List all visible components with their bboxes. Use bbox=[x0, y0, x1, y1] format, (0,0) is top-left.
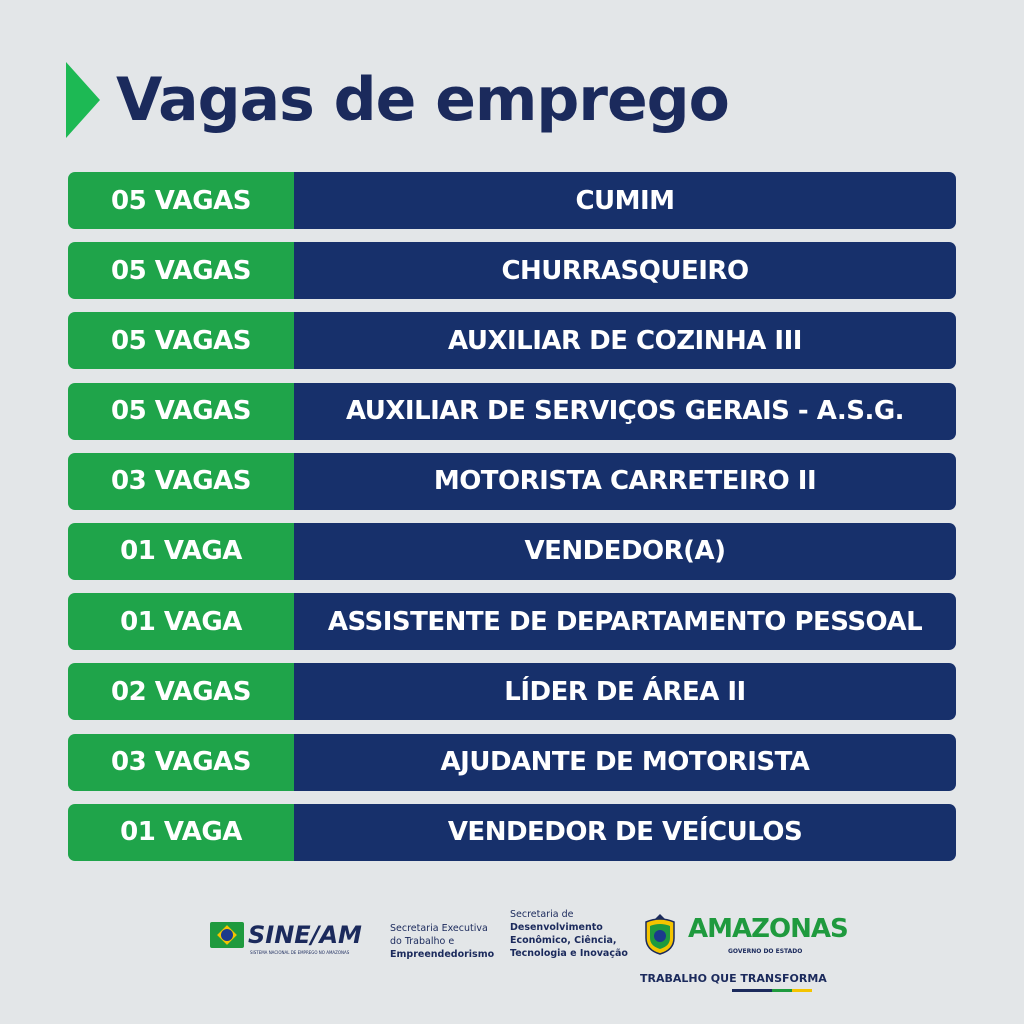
amazonas-name: AMAZONAS bbox=[688, 914, 848, 944]
job-quantity: 05 VAGAS bbox=[68, 242, 294, 299]
amazonas-slogan: TRABALHO QUE TRANSFORMA bbox=[640, 972, 827, 985]
secretaria-line: Secretaria de bbox=[510, 909, 574, 920]
job-quantity: 03 VAGAS bbox=[68, 453, 294, 510]
job-quantity: 05 VAGAS bbox=[68, 383, 294, 440]
job-title: AUXILIAR DE SERVIÇOS GERAIS - A.S.G. bbox=[294, 383, 956, 440]
job-quantity: 02 VAGAS bbox=[68, 663, 294, 720]
job-title: MOTORISTA CARRETEIRO II bbox=[294, 453, 956, 510]
secretaria-line: do Trabalho e bbox=[390, 936, 455, 947]
job-quantity: 01 VAGA bbox=[68, 593, 294, 650]
sine-subtitle: SISTEMA NACIONAL DE EMPREGO NO AMAZONAS bbox=[250, 950, 350, 955]
job-title: CUMIM bbox=[294, 172, 956, 229]
job-row bbox=[68, 312, 956, 369]
page-title: Vagas de emprego bbox=[116, 65, 729, 135]
job-list bbox=[68, 172, 956, 874]
job-row bbox=[68, 734, 956, 791]
job-quantity: 03 VAGAS bbox=[68, 734, 294, 791]
job-quantity: 01 VAGA bbox=[68, 523, 294, 580]
amazonas-gov-label: GOVERNO DO ESTADO bbox=[728, 948, 803, 955]
job-title: AUXILIAR DE COZINHA III bbox=[294, 312, 956, 369]
secretaria-line: Secretaria Executiva bbox=[390, 923, 488, 934]
secretaria-line: Tecnologia e Inovação bbox=[510, 948, 628, 959]
secretaria-desenvolvimento-logo bbox=[510, 908, 630, 960]
secretaria-line: Econômico, Ciência, bbox=[510, 935, 617, 946]
footer-logos bbox=[0, 900, 1024, 1000]
job-row bbox=[68, 523, 956, 580]
job-title: AJUDANTE DE MOTORISTA bbox=[294, 734, 956, 791]
brazil-flag-icon bbox=[210, 922, 244, 948]
job-title: VENDEDOR DE VEÍCULOS bbox=[294, 804, 956, 861]
sine-logo-text: SINE/AM bbox=[248, 921, 362, 949]
job-row bbox=[68, 172, 956, 229]
job-quantity: 05 VAGAS bbox=[68, 172, 294, 229]
amazonas-crest-icon bbox=[640, 912, 680, 956]
job-row bbox=[68, 663, 956, 720]
secretaria-trabalho-logo bbox=[390, 922, 505, 961]
job-quantity: 05 VAGAS bbox=[68, 312, 294, 369]
job-title: CHURRASQUEIRO bbox=[294, 242, 956, 299]
chevron-right-icon bbox=[66, 62, 100, 138]
sine-logo bbox=[210, 922, 362, 948]
job-title: LÍDER DE ÁREA II bbox=[294, 663, 956, 720]
job-row bbox=[68, 804, 956, 861]
job-row bbox=[68, 383, 956, 440]
job-row bbox=[68, 453, 956, 510]
amazonas-government-logo bbox=[638, 904, 848, 996]
job-quantity: 01 VAGA bbox=[68, 804, 294, 861]
job-title: VENDEDOR(A) bbox=[294, 523, 956, 580]
header bbox=[66, 62, 729, 138]
secretaria-line: Empreendedorismo bbox=[390, 949, 495, 960]
secretaria-line: Desenvolvimento bbox=[510, 922, 603, 933]
job-title: ASSISTENTE DE DEPARTAMENTO PESSOAL bbox=[294, 593, 956, 650]
job-row bbox=[68, 242, 956, 299]
job-row bbox=[68, 593, 956, 650]
amazonas-color-bar bbox=[732, 989, 812, 992]
